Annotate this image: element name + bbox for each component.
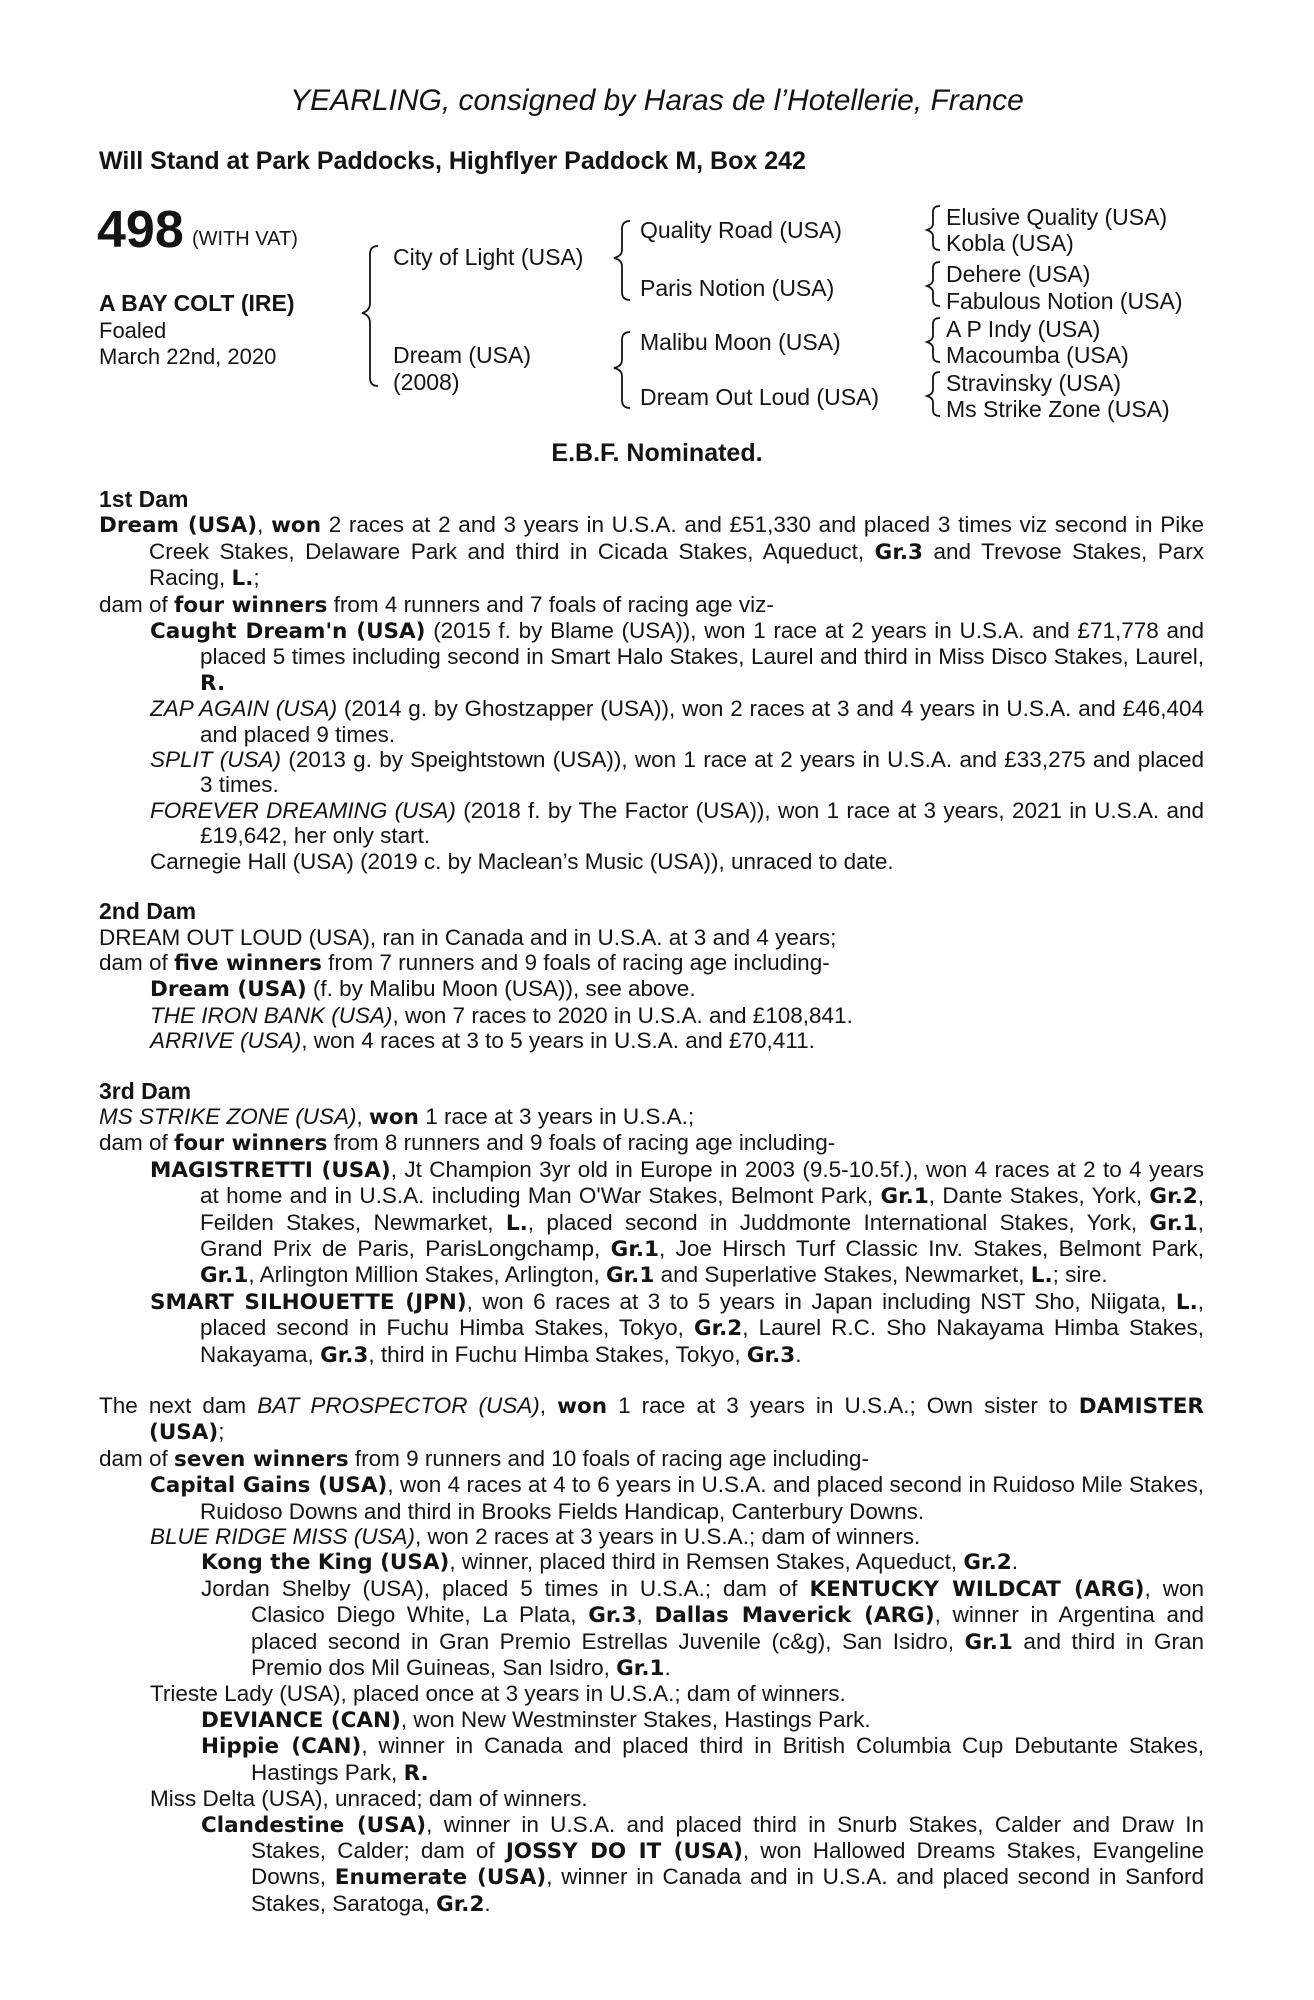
summary-text: dam of <box>99 949 175 975</box>
produce-name: SMART SILHOUETTE (JPN) <box>150 1289 467 1315</box>
produce-entry <box>99 976 1204 1002</box>
record-text: 1 race at 3 years in U.S.A.; <box>419 1103 695 1129</box>
produce-text: , won Hallowed Dreams Stakes, Evangeline Downs, <box>251 1837 1205 1890</box>
produce-text: , <box>636 1602 655 1628</box>
produce-entry <box>99 1524 1204 1549</box>
grade-label: Gr.2 <box>693 1316 743 1342</box>
produce-name: BLUE RIDGE MISS (USA) <box>150 1524 416 1550</box>
grade-label: Gr.3 <box>588 1603 637 1629</box>
pedigree-dam-sire: Malibu Moon (USA) <box>640 329 841 355</box>
pedigree-gg7: Stravinsky (USA) <box>946 370 1122 396</box>
pedigree-gg5: A P Indy (USA) <box>946 316 1101 342</box>
bracket-g1 <box>927 206 940 250</box>
grade-label: Gr.3 <box>746 1342 796 1368</box>
first-dam-produce-summary <box>99 592 1204 618</box>
grade-label: Gr.1 <box>610 1236 659 1262</box>
produce-entry <box>99 1157 1204 1289</box>
summary-text: dam of <box>99 1445 175 1471</box>
produce-record <box>99 487 1204 1917</box>
pedigree-sire: City of Light (USA) <box>393 244 584 270</box>
summary-text: from 7 runners and 9 foals of racing age including- <box>321 949 830 975</box>
grade-label: Gr.3 <box>874 539 923 565</box>
grade-label: Gr.1 <box>616 1656 665 1682</box>
produce-name: FOREVER DREAMING (USA) <box>150 797 456 823</box>
produce-text: ; sire. <box>1052 1262 1108 1288</box>
grade-label: Gr.1 <box>1149 1210 1198 1236</box>
pedigree-dam-year: (2008) <box>393 369 460 395</box>
produce-name: Caught Dream'n (USA) <box>150 619 426 645</box>
pedigree-dam-dam: Dream Out Loud (USA) <box>640 384 880 410</box>
produce-name: JOSSY DO IT (USA) <box>505 1838 743 1864</box>
summary-text: dam of <box>99 1130 175 1156</box>
listed-label: L. <box>231 566 254 592</box>
produce-text: , third in Fuchu Himba Stakes, Tokyo, <box>368 1341 747 1367</box>
vat-note: (WITH VAT) <box>192 228 298 250</box>
listed-label: L. <box>1175 1289 1198 1315</box>
produce-text: , winner in Argentina and placed second in Gran Premio Estrellas Juvenile (c&g), San Isidro, <box>251 1602 1204 1654</box>
produce-text: Jordan Shelby (USA), placed 5 times in U.S.A.; dam of <box>201 1575 810 1601</box>
third-dam-produce-summary <box>99 1130 1204 1156</box>
produce-entry <box>99 1472 1204 1524</box>
bracket-dam <box>614 332 630 408</box>
ebf-nomination: E.B.F. Nominated. <box>551 439 763 467</box>
produce-text: , won 4 races at 4 to 6 years in U.S.A. and placed second in Ruidoso Mile Stakes, Ruidoso Downs and third in Brooks Fields Handicap, Canterbury Downs. <box>200 1472 1204 1524</box>
record-text: , <box>356 1103 370 1129</box>
produce-text: , Arlington Million Stakes, Arlington, <box>248 1262 606 1288</box>
summary-text: from 4 runners and 7 foals of racing age viz- <box>327 591 774 617</box>
produce-entry: Miss Delta (USA), unraced; dam of winners. <box>150 1786 588 1812</box>
produce-name: Capital Gains (USA) <box>150 1473 388 1499</box>
summary-text: from 9 runners and 10 foals of racing age including- <box>348 1445 869 1471</box>
produce-text: , winner in Canada and in U.S.A. and placed second in Sanford Stakes, Saratoga, <box>251 1864 1204 1916</box>
produce-text: , placed second in Juddmonte International Stakes, York, <box>527 1209 1150 1235</box>
next-dam-record <box>99 1393 1204 1446</box>
bracket-sire <box>614 221 630 300</box>
grade-label: Gr.3 <box>320 1342 369 1368</box>
grand-produce-entry <box>99 1707 1204 1733</box>
pedigree-gg4: Fabulous Notion (USA) <box>946 288 1183 314</box>
produce-entry <box>99 1003 1204 1028</box>
record-text: , <box>539 1393 558 1418</box>
record-text: The next dam <box>99 1393 258 1418</box>
grade-label: Gr.2 <box>1149 1184 1198 1210</box>
produce-name: ZAP AGAIN (USA) <box>150 696 338 722</box>
won-label: won <box>369 1104 419 1130</box>
produce-name: THE IRON BANK (USA) <box>150 1002 393 1028</box>
pedigree-dam: Dream (USA) <box>393 342 532 368</box>
winner-count: five winners <box>174 950 322 976</box>
listed-label: L. <box>1030 1263 1053 1289</box>
produce-name: Enumerate (USA) <box>334 1865 547 1891</box>
dam-name: MS STRIKE ZONE (USA) <box>99 1103 357 1129</box>
grade-label: Gr.1 <box>606 1263 655 1289</box>
record-text: and Trevose Stakes, Parx Racing, <box>149 538 1204 591</box>
bracket-main <box>362 246 378 386</box>
record-text: 1 race at 3 years in U.S.A.; Own sister to <box>607 1393 1079 1418</box>
produce-text: (2015 f. by Blame (USA)), won 1 race at 2 years in U.S.A. and £71,778 and placed 5 times including second in Smart Halo Stakes, Laurel and third in Miss Disco Stakes, Laurel, <box>200 618 1204 670</box>
restricted-label: R. <box>200 670 226 696</box>
produce-text: . <box>664 1655 671 1681</box>
grand-produce-entry <box>99 1549 1204 1575</box>
produce-text: , winner, placed third in Remsen Stakes, Aqueduct, <box>449 1549 964 1575</box>
grand-produce-entry <box>99 1576 1204 1682</box>
produce-text: , won 7 races to 2020 in U.S.A. and £108,841. <box>392 1002 853 1028</box>
pedigree-sire-sire: Quality Road (USA) <box>640 217 842 243</box>
produce-name: Dallas Maverick (ARG) <box>654 1603 935 1629</box>
summary-text: dam of <box>99 591 175 617</box>
produce-entry <box>99 696 1204 747</box>
produce-text: . <box>795 1341 802 1367</box>
produce-name: Clandestine (USA) <box>201 1812 427 1838</box>
bracket-g4 <box>927 372 940 416</box>
horse-description: A BAY COLT (IRE) <box>99 290 295 316</box>
listed-label: L. <box>505 1210 528 1236</box>
first-dam-record: Dream (USA), won 2 races at 2 and 3 years in U.S.A. and £51,330 and placed 3 times viz second in Pike Creek Stakes, Delaware Park and third in Cicada Stakes, Aqueduct, Gr.3 and Trevose Stakes, Parx Racing, L.; <box>99 512 1204 592</box>
produce-name: SPLIT (USA) <box>150 747 282 773</box>
record-text: ; <box>218 1419 225 1445</box>
produce-text: , Feilden Stakes, Newmarket, <box>200 1183 1204 1235</box>
produce-text: , Laurel R.C. Sho Nakayama Himba Stakes, Nakayama, <box>200 1315 1205 1367</box>
produce-text: (2018 f. by The Factor (USA)), won 1 race at 3 years, 2021 in U.S.A. and £19,642, her only start. <box>200 797 1204 849</box>
foaled-date: March 22nd, 2020 <box>99 344 277 369</box>
pedigree-gg1: Elusive Quality (USA) <box>946 204 1168 230</box>
record-text: 2 races at 2 and 3 years in U.S.A. and £51,330 and placed 3 times viz second in Pike Creek Stakes, Delaware Park and third in Cicada Stakes, Aqueduct, <box>149 512 1204 564</box>
produce-entry <box>99 1289 1204 1368</box>
pedigree-gg3: Dehere (USA) <box>946 261 1091 287</box>
produce-entry <box>99 747 1204 798</box>
grade-label: Gr.1 <box>964 1629 1013 1655</box>
produce-name: Kong the King (USA) <box>201 1550 450 1576</box>
first-dam-heading: 1st Dam <box>99 486 189 512</box>
second-dam-heading: 2nd Dam <box>99 898 197 925</box>
second-dam-record: DREAM OUT LOUD (USA), ran in Canada and in U.S.A. at 3 and 4 years; <box>99 924 837 950</box>
consignment-line: YEARLING, consigned by Haras de l’Hotellerie, France <box>290 84 1024 117</box>
stand-location: Will Stand at Park Paddocks, Highflyer Paddock M, Box 242 <box>99 147 806 175</box>
produce-text: and Superlative Stakes, Newmarket, <box>654 1262 1031 1288</box>
pedigree-gg6: Macoumba (USA) <box>946 342 1129 368</box>
produce-text: , won Clasico Diego White, La Plata, <box>251 1575 1204 1628</box>
produce-text: , placed second in Fuchu Himba Stakes, Tokyo, <box>200 1288 1205 1341</box>
produce-text: , winner in Canada and placed third in British Columbia Cup Debutante Stakes, Hastings Park, <box>251 1733 1204 1785</box>
grade-label: Gr.1 <box>880 1184 929 1210</box>
grade-label: Gr.1 <box>200 1263 249 1289</box>
winner-count: four winners <box>174 592 328 618</box>
restricted-label: R. <box>403 1760 429 1786</box>
produce-text: (2014 g. by Ghostzapper (USA)), won 2 races at 3 and 4 years in U.S.A. and £46,404 and placed 9 times. <box>200 696 1204 747</box>
dam-name: BAT PROSPECTOR (USA) <box>257 1393 540 1418</box>
produce-entry <box>99 618 1204 696</box>
produce-text: , winner in U.S.A. and placed third in Snurb Stakes, Calder and Draw In Stakes, Calder; dam of <box>251 1811 1204 1863</box>
produce-text: , Grand Prix de Paris, ParisLongchamp, <box>200 1209 1204 1261</box>
foaled-label: Foaled <box>99 318 167 343</box>
produce-text: (2013 g. by Speightstown (USA)), won 1 race at 2 years in U.S.A. and £33,275 and placed 3 times. <box>200 747 1205 798</box>
produce-name: KENTUCKY WILDCAT (ARG) <box>809 1576 1145 1602</box>
produce-text: , won 2 races at 3 years in U.S.A.; dam of winners. <box>415 1524 921 1550</box>
grade-label: Gr.2 <box>436 1891 485 1917</box>
grade-label: Gr.2 <box>963 1550 1012 1576</box>
third-dam-record <box>99 1104 1204 1130</box>
lot-number: 498 <box>97 201 184 259</box>
second-dam-produce-summary <box>99 950 1204 976</box>
record-text: ; <box>253 565 260 591</box>
sister-name: DAMISTER (USA) <box>149 1394 1204 1446</box>
winner-count: seven winners <box>174 1446 349 1472</box>
bracket-g2 <box>927 262 940 306</box>
next-dam-produce-summary <box>99 1446 1204 1472</box>
dam-name: Dream (USA) <box>99 513 258 539</box>
grand-produce-entry <box>99 1812 1204 1918</box>
produce-name: DEVIANCE (CAN) <box>201 1707 401 1733</box>
winner-count: four winners <box>174 1131 328 1157</box>
produce-name: Hippie (CAN) <box>201 1734 362 1760</box>
produce-name: Dream (USA) <box>150 977 307 1003</box>
produce-entry <box>99 1028 1204 1053</box>
produce-text: , Dante Stakes, York, <box>928 1183 1150 1209</box>
won-label: won <box>557 1394 608 1419</box>
produce-text: , won New Westminster Stakes, Hastings Park. <box>400 1706 871 1732</box>
produce-text: , won 4 races at 3 to 5 years in U.S.A. and £70,411. <box>301 1028 815 1054</box>
pedigree-gg8: Ms Strike Zone (USA) <box>946 396 1170 422</box>
produce-text: , Jt Champion 3yr old in Europe in 2003 (9.5-10.5f.), won 4 races at 2 to 4 years at home and in U.S.A. including Man O'War Stakes, Belmont Park, <box>200 1156 1204 1209</box>
produce-name: MAGISTRETTI (USA) <box>150 1157 391 1183</box>
bracket-g3 <box>927 318 940 362</box>
produce-name: ARRIVE (USA) <box>150 1028 302 1054</box>
produce-text: , won 6 races at 3 to 5 years in Japan including NST Sho, Niigata, <box>466 1288 1176 1314</box>
grand-produce-entry <box>99 1733 1204 1786</box>
produce-text: . <box>484 1890 491 1916</box>
summary-text: from 8 runners and 9 foals of racing age including- <box>327 1130 836 1156</box>
produce-entry: Trieste Lady (USA), placed once at 3 years in U.S.A.; dam of winners. <box>150 1681 846 1707</box>
produce-text: (f. by Malibu Moon (USA)), see above. <box>306 976 696 1002</box>
produce-text: . <box>1011 1549 1018 1575</box>
won-label: won <box>271 513 322 539</box>
produce-text: , Joe Hirsch Turf Classic Inv. Stakes, Belmont Park, <box>658 1235 1205 1261</box>
produce-text: and third in Gran Premio dos Mil Guineas, San Isidro, <box>251 1628 1204 1681</box>
produce-entry: Carnegie Hall (USA) (2019 c. by Maclean’s Music (USA)), unraced to date. <box>150 848 894 874</box>
produce-entry <box>99 798 1204 849</box>
pedigree-gg2: Kobla (USA) <box>946 230 1074 256</box>
pedigree-sire-dam: Paris Notion (USA) <box>640 275 835 301</box>
third-dam-heading: 3rd Dam <box>99 1077 192 1104</box>
